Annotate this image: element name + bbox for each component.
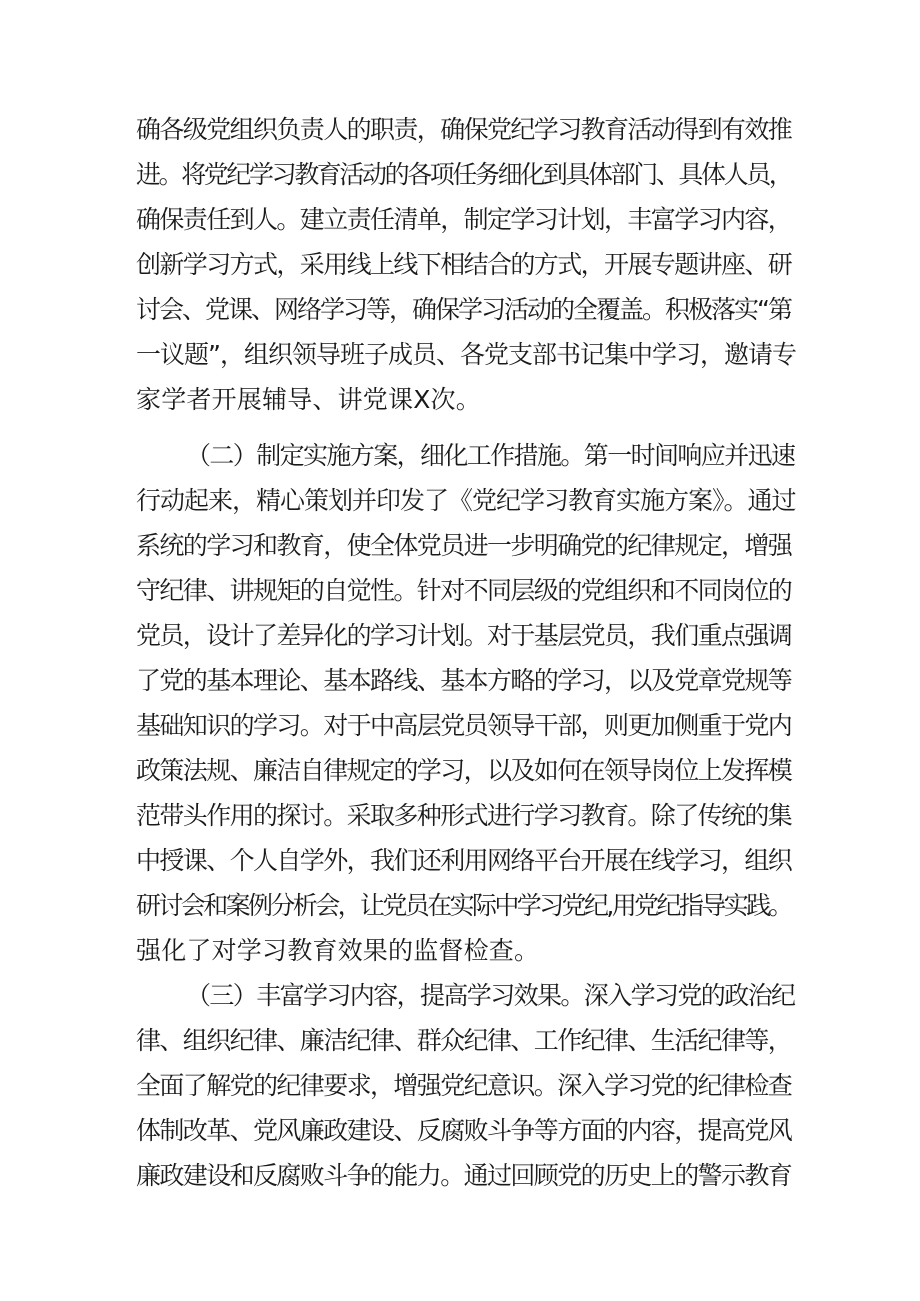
text-line: 政策法规、廉洁自律规定的学习，以及如何在领导岗位上发挥模 xyxy=(136,756,792,785)
paragraph-block-2 xyxy=(136,433,796,1198)
text-line: 创新学习方式，采用线上线下相结合的方式，开展专题讲座、研 xyxy=(136,250,792,279)
text-line: 基础知识的学习。对于中高层党员领导干部，则更加侧重于党内 xyxy=(136,711,792,740)
text-line: 强化了对学习教育效果的监督检查。 xyxy=(136,936,540,965)
text-line: 确各级党组织负责人的职责，确保党纪学习教育活动得到有效推 xyxy=(136,115,792,144)
text-line: 党员，设计了差异化的学习计划。对于基层党员，我们重点强调 xyxy=(136,621,792,650)
text-line: 了党的基本理论、基本路线、基本方略的学习，以及党章党规等 xyxy=(136,666,792,695)
text-line: 体制改革、党风廉政建设、反腐败斗争等方面的内容，提高党风 xyxy=(136,1116,792,1145)
text-line: （二）制定实施方案，细化工作措施。第一时间响应并迅速 xyxy=(186,441,795,470)
text-line: 进。将党纪学习教育活动的各项任务细化到具体部门、具体人员， xyxy=(136,160,792,189)
text-line: 讨会、党课、网络学习等，确保学习活动的全覆盖。积极落实“第 xyxy=(136,295,791,324)
text-line: 范带头作用的探讨。采取多种形式进行学习教育。除了传统的集 xyxy=(136,801,792,830)
text-line: 一议题”，组织领导班子成员、各党支部书记集中学习，邀请专 xyxy=(136,340,796,369)
text-line: 确保责任到人。建立责任清单，制定学习计划，丰富学习内容， xyxy=(136,205,792,234)
text-line: 系统的学习和教育，使全体党员进一步明确党的纪律规定，增强 xyxy=(136,531,792,560)
text-line: 中授课、个人自学外，我们还利用网络平台开展在线学习，组织 xyxy=(136,846,792,875)
text-line: 全面了解党的纪律要求，增强党纪意识。深入学习党的纪律检查 xyxy=(136,1071,792,1100)
text-line: （三）丰富学习内容，提高学习效果。深入学习党的政治纪 xyxy=(186,981,795,1010)
text-line: 廉政建设和反腐败斗争的能力。通过回顾党的历史上的警示教育 xyxy=(136,1161,792,1190)
text-line: 研讨会和案例分析会，让党员在实际中学习党纪,用党纪指导实践。 xyxy=(136,891,791,920)
text-line: 守纪律、讲规矩的自觉性。针对不同层级的党组织和不同岗位的 xyxy=(136,576,792,605)
text-line: 家学者开展辅导、讲党课X次。 xyxy=(136,385,481,414)
text-line: 行动起来，精心策划并印发了《党纪学习教育实施方案》。通过 xyxy=(136,486,796,515)
text-line: 律、组织纪律、廉洁纪律、群众纪律、工作纪律、生活纪律等， xyxy=(136,1026,792,1055)
paragraph-block-1 xyxy=(136,107,796,422)
